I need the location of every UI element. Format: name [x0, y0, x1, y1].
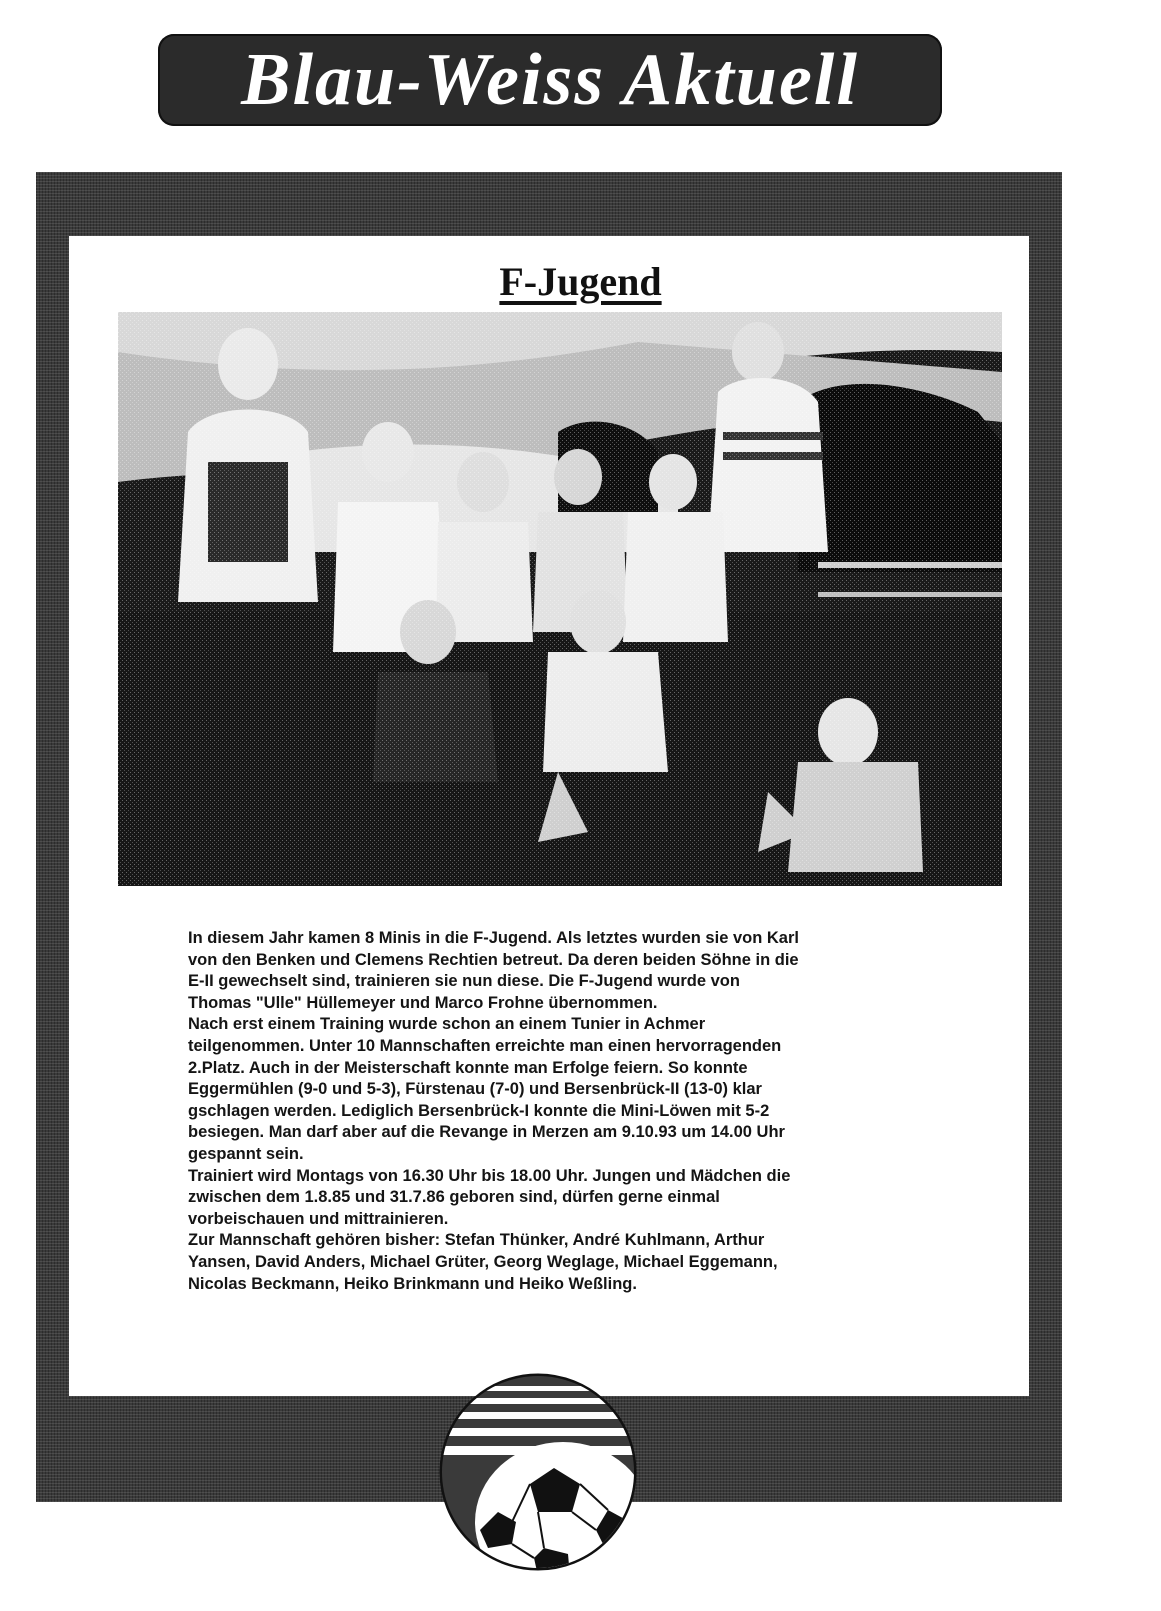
masthead-title: Blau-Weiss Aktuell: [241, 39, 859, 121]
article-paragraph-intro: In diesem Jahr kamen 8 Minis in die F-Jugend. Als letztes wurden sie von Karl von den Benken und Clemens Rechtien betreut. Da deren beiden Söhne in die E-II gewechselt sind, trainieren sie nun diese. Die F-Jugend wurde von Thomas "Ulle" Hüllemeyer und Marco Frohne übernommen.: [188, 929, 799, 1012]
team-photo: [118, 312, 1002, 886]
masthead-banner: [158, 34, 942, 126]
article-paragraph-results: Nach erst einem Training wurde schon an einem Tunier in Achmer teilgenommen. Unter 10 Mannschaften erreichte man einen hervorragenden 2.Platz. Auch in der Meisterschaft konnte man Erfolge feiern. So konnte Eggermühlen (9-0 und 5-3), Fürstenau (7-0) und Bersenbrück-II (13-0) klar gschlagen werden. Lediglich Bersenbrück-I konnte die Mini-Löwen mit 5-2 besiegen. Man darf aber auf die Revange in Merzen am 9.10.93 um 14.00 Uhr gespannt sein.: [188, 1015, 785, 1163]
section-title: F-Jugend: [499, 259, 662, 304]
team-photo-graphic: [118, 312, 1002, 886]
article-body: [188, 928, 948, 1295]
article-paragraph-training: Trainiert wird Montags von 16.30 Uhr bis 18.00 Uhr. Jungen und Mädchen die zwischen dem 1.8.85 und 31.7.86 geboren sind, dürfen gerne einmal vorbeischauen und mittrainieren.: [188, 1166, 791, 1228]
article-paragraph-roster: Zur Mannschaft gehören bisher: Stefan Thünker, André Kuhlmann, Arthur Yansen, David Anders, Michael Grüter, Georg Weglage, Michael Eggemann, Nicolas Beckmann, Heiko Brinkmann und Heiko Weßling.: [188, 1231, 778, 1293]
football-icon: [438, 1372, 638, 1572]
